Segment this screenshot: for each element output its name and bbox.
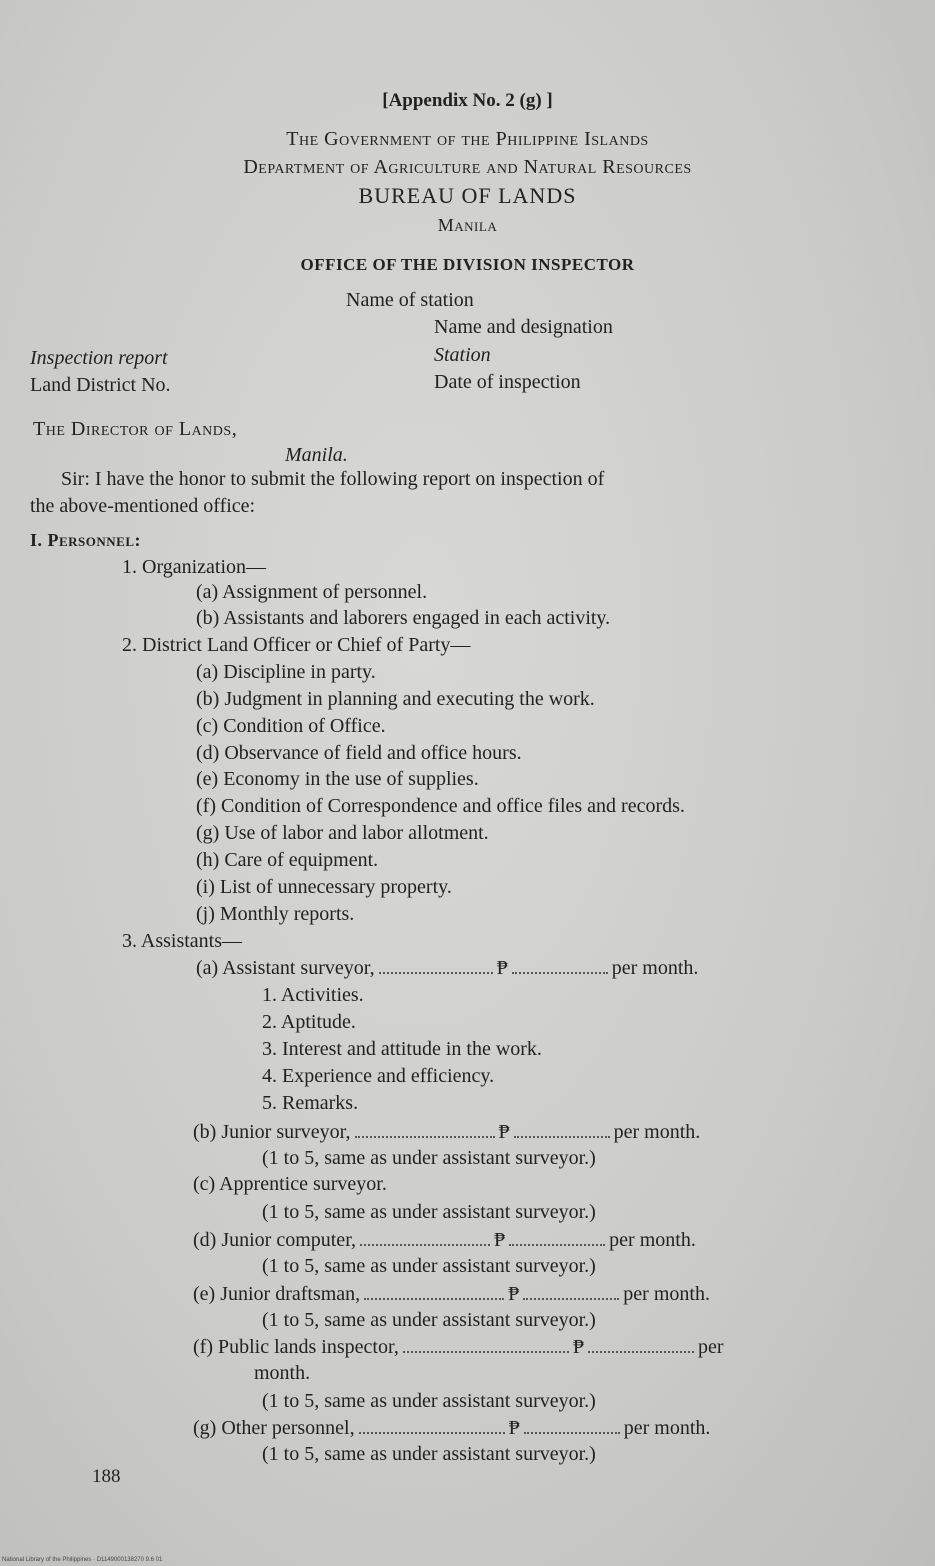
field-name-of-station: Name of station	[346, 289, 474, 311]
section-personnel: I. Personnel:	[30, 530, 142, 550]
field-inspection-report: Inspection report	[30, 347, 168, 369]
same-note-e: (1 to 5, same as under assistant surveyor.)	[262, 1309, 596, 1331]
salary-blank	[360, 1244, 490, 1246]
junior-computer-line	[193, 1228, 696, 1252]
addressee: The Director of Lands,	[33, 418, 238, 440]
dlo-item-d: (d) Observance of field and office hours.	[196, 742, 522, 764]
field-land-district: Land District No.	[30, 374, 171, 396]
other-personnel-label: (g) Other personnel,	[193, 1417, 355, 1439]
sub-item-1: 1. Activities.	[262, 984, 364, 1006]
per-month: per month.	[613, 1121, 701, 1143]
salary-blank	[359, 1432, 505, 1434]
junior-draftsman-line	[193, 1282, 710, 1306]
office-heading: OFFICE OF THE DIVISION INSPECTOR	[300, 255, 635, 274]
sub-item-3: 3. Interest and attitude in the work.	[262, 1038, 542, 1060]
peso-sign: ₱	[498, 1121, 510, 1143]
salary-blank	[379, 972, 493, 974]
assistant-surveyor-label: (a) Assistant surveyor,	[196, 957, 375, 979]
dlo-item-a: (a) Discipline in party.	[196, 661, 376, 683]
city-heading: Manila	[437, 215, 498, 235]
sub-item-4: 4. Experience and efficiency.	[262, 1065, 495, 1087]
sub-item-5: 5. Remarks.	[262, 1092, 359, 1114]
dlo-item-h: (h) Care of equipment.	[196, 849, 379, 871]
dlo-item-f: (f) Condition of Correspondence and office files and records.	[196, 795, 685, 817]
amount-blank	[588, 1351, 694, 1353]
per-month: per month.	[623, 1283, 710, 1305]
amount-blank	[523, 1298, 619, 1300]
field-station: Station	[434, 344, 491, 366]
field-date-of-inspection: Date of inspection	[434, 371, 581, 393]
dlo-item-b: (b) Judgment in planning and executing the work.	[196, 688, 595, 710]
addressee-city: Manila.	[285, 444, 348, 466]
per-month: per month.	[609, 1229, 696, 1251]
per-month: per month.	[623, 1417, 711, 1439]
appendix-label: [Appendix No. 2 (g) ]	[382, 90, 553, 111]
junior-surveyor-label: (b) Junior surveyor,	[193, 1121, 351, 1143]
per-month: per month.	[611, 957, 699, 979]
salary-blank	[355, 1136, 495, 1138]
peso-sign: ₱	[572, 1336, 584, 1358]
salary-blank	[403, 1351, 569, 1353]
dlo-item-c: (c) Condition of Office.	[196, 715, 386, 737]
intro-line-2: the above-mentioned office:	[30, 495, 256, 517]
amount-blank	[509, 1244, 605, 1246]
same-note-d: (1 to 5, same as under assistant surveyor.)	[262, 1255, 596, 1277]
salary-blank	[364, 1298, 504, 1300]
peso-sign: ₱	[508, 1283, 520, 1305]
intro-line-1: Sir: I have the honor to submit the following report on inspection of	[61, 468, 605, 490]
bureau-heading: BUREAU OF LANDS	[358, 183, 577, 208]
dlo-item-j: (j) Monthly reports.	[196, 903, 355, 925]
same-note-g: (1 to 5, same as under assistant surveyor.)	[262, 1443, 596, 1465]
same-note-b: (1 to 5, same as under assistant surveyor.)	[262, 1147, 596, 1169]
assistants-title: 3. Assistants—	[122, 930, 243, 952]
government-heading: The Government of the Philippine Islands	[286, 128, 649, 150]
department-heading: Department of Agriculture and Natural Resources	[243, 156, 692, 178]
junior-draftsman-label: (e) Junior draftsman,	[193, 1283, 361, 1305]
apprentice-surveyor-label: (c) Apprentice surveyor.	[193, 1173, 387, 1195]
org-item-a: (a) Assignment of personnel.	[196, 581, 428, 603]
library-credit: National Library of the Philippines · D1149000138270 9.6 01	[2, 1557, 163, 1563]
amount-blank	[524, 1432, 620, 1434]
field-name-designation: Name and designation	[434, 316, 613, 338]
dlo-item-g: (g) Use of labor and labor allotment.	[196, 822, 489, 844]
peso-sign: ₱	[494, 1229, 506, 1251]
amount-blank	[512, 972, 608, 974]
amount-blank	[514, 1136, 610, 1138]
sub-item-2: 2. Aptitude.	[262, 1011, 356, 1033]
peso-sign: ₱	[496, 957, 508, 979]
peso-sign: ₱	[508, 1417, 520, 1439]
public-lands-inspector-label: (f) Public lands inspector,	[193, 1336, 399, 1358]
dlo-item-i: (i) List of unnecessary property.	[196, 876, 452, 898]
org-title: 1. Organization—	[122, 556, 267, 578]
public-lands-inspector-line	[193, 1335, 724, 1359]
junior-surveyor-line	[193, 1120, 700, 1144]
junior-computer-label: (d) Junior computer,	[193, 1229, 357, 1251]
dlo-title: 2. District Land Officer or Chief of Party—	[122, 634, 471, 656]
same-note-f: (1 to 5, same as under assistant surveyor.)	[262, 1390, 596, 1412]
month-label: month.	[254, 1362, 311, 1384]
org-item-b: (b) Assistants and laborers engaged in each activity.	[196, 607, 611, 629]
page-number: 188	[92, 1466, 121, 1487]
other-personnel-line	[193, 1416, 710, 1440]
dlo-item-e: (e) Economy in the use of supplies.	[196, 768, 479, 790]
per-label: per	[697, 1336, 724, 1358]
assistant-surveyor-line	[196, 956, 698, 980]
same-note-c: (1 to 5, same as under assistant surveyor.)	[262, 1201, 596, 1223]
